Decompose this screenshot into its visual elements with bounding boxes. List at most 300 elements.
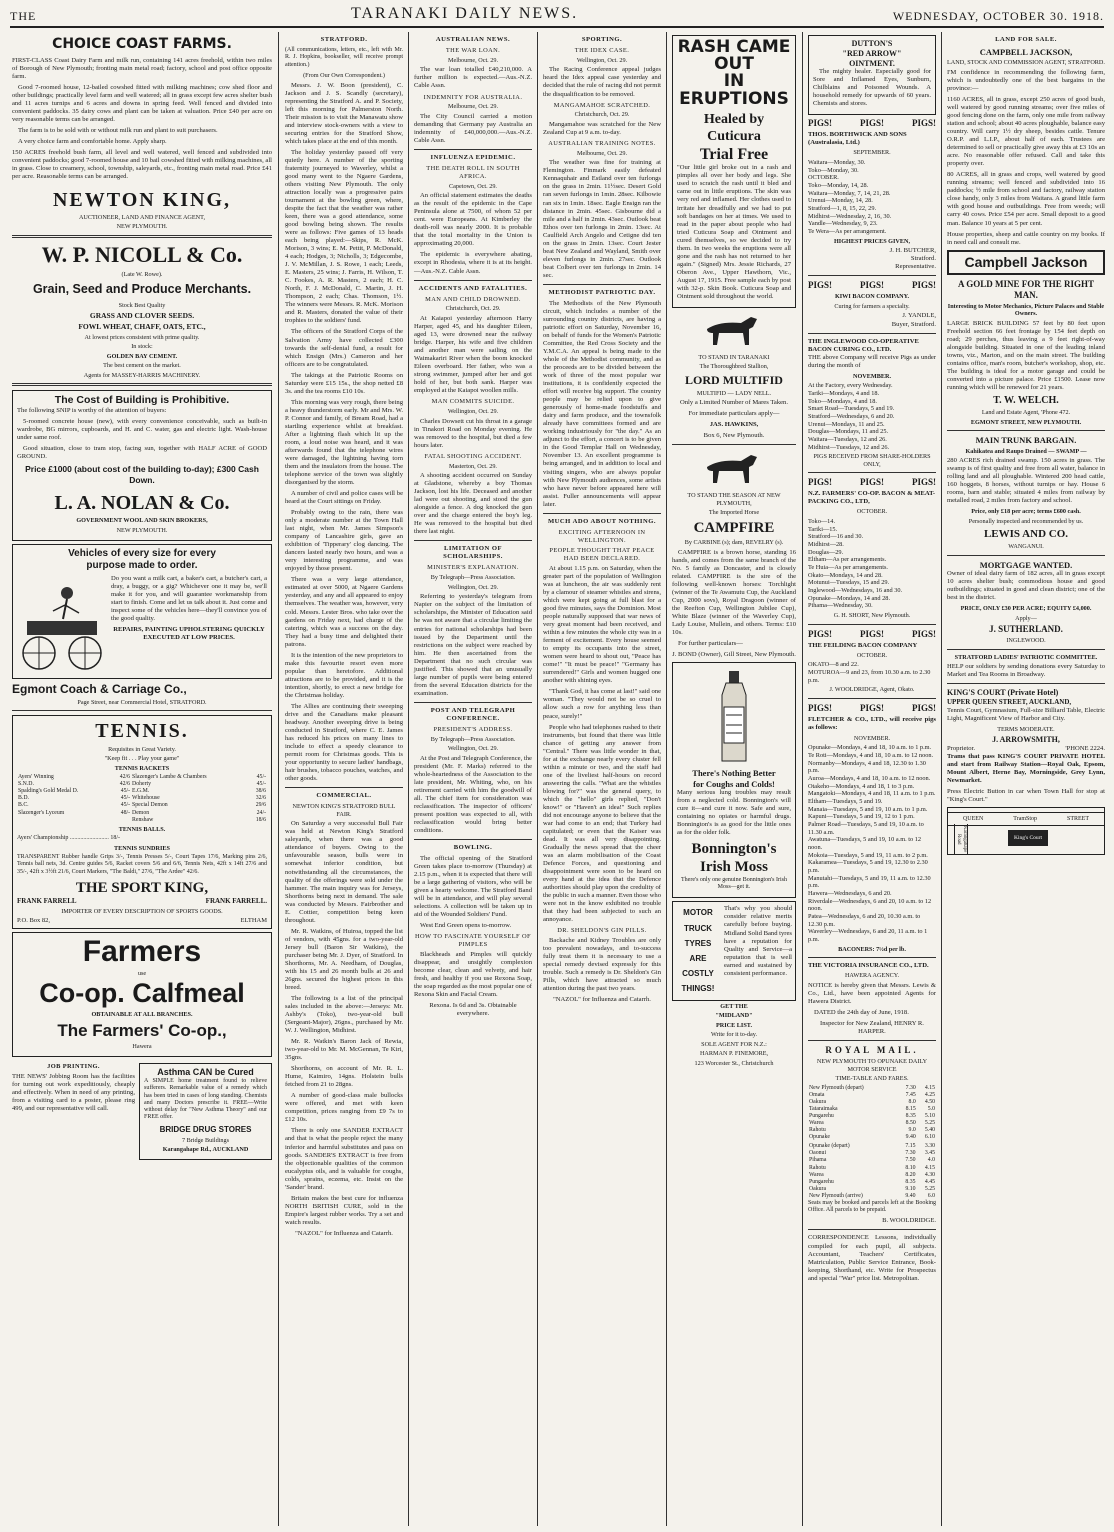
section-head: MUCH ADO ABOUT NOTHING. [547,517,657,525]
schedule-line: OKATO—8 and 22. [808,661,859,669]
tennis-title: TENNIS. [95,720,189,743]
schedule-line: Te Roti—Mondays, 4 and 18, 10 a.m. to 12 noon. [808,752,934,760]
schedule-line: Otakeho—Mondays, 4 and 18, 1 to 3 p.m. [808,782,915,790]
stratford-paragraph: There was a very large attendance, estimated at over 5000, at Ngaere Gardens yesterday, and any and all appeared to enjoy themselves. The weather was, however, very cold. Messrs. Lester Bros. who take over the gardens on Friday next, had charge of the catering, which was a success on the day. They had a busy time and delighted their patrons. [285,576,403,648]
schedule-line: Motunui—Tuesdays, 15 and 29. [808,579,890,587]
stratford-paragraph: This morning was very rough, there being a heavy thunderstorm early. Mr and Mrs. W. P. Connor and family, of Bream Road, had a startling experience whilst at breakfast. After a lightning flash which lit up the room, a loud noise was heard, and it was afterwards found that the telephone wires were damaged, the lightning having torn them and the insulators from the house. The telephone service of the town was slightly disorganised by the storm. [285,398,403,487]
column-land [943,32,1109,1526]
vehicles-text: Do you want a milk cart, a baker's cart, a butcher's cart, a dray, a buggy, or a gig? Whichever one it may be, we'll make it for you, and will guarantee workmanship from start to finish. Come and let us talk about it. Just come and inspect some of the vehicles here—they'll convince you of the good quality. [111,574,267,623]
cj-text: House properties, sheep and cattle country on my books. If in need call and consult me. [947,230,1105,246]
schedule-line: Te Huia—As per arrangements. [808,564,888,572]
article-text: The Methodists of the New Plymouth circuit, which includes a number of the surrounding country districts, are having a patriotic effort on Saturday, November 16, on behalf of funds for the Women's Patriotic Committee, the Red Cross Society and the Y.M.C.A. An appeal is being made to the whole of the Methodist community, and as the proceeds are to be divided between the work of three of the most popular war institutions, it is confidently expected the effort will receive big support. The country people may be relied upon to give generously of home-made foodstuffs and dairy and farm produce, and the townsfolk already have committees formed and are working industriously for "the day." As an adjunct to the effort, a concert is to be given in the Good Templar Hall on Wednesday, November 13. An excellent programme is being arranged, and in addition to local and visiting singers, who are always popular with New Plymouth audiences, some artists who have never before appeared here will assist. Fuller announcements will appear later. [543,299,661,508]
schedule-line: Midhirst—28. [808,541,844,548]
nicoll-line: GRASS AND CLOVER SEEDS. [89,311,195,321]
section-sub: MAN AND CHILD DROWNED. [425,295,521,303]
dutton-line: OINTMENT. [849,58,895,68]
cuticura-headline: Trial Free [699,145,769,163]
commercial-paragraph: Shorthorns, on account of Mr. R. L. Hume, Kaimiro, 14gns. Holstein bulls fetched from 21 to 28gns. [285,1065,403,1089]
cost-text: Good situation, close to tram stop, facing sun, together with HALF ACRE of GOOD GROUND. [17,445,267,461]
timetable-row: Opunake (depart) 7.15 3.30 [809,1143,935,1150]
asthma-store: BRIDGE DRUG STORES [159,1124,252,1134]
stand-head: TO STAND IN TARANAKI [698,353,770,361]
schedule-line: Mokoia—Tuesdays, 5 and 19, 11 a.m. to 2 p.m. [808,851,928,859]
schedule-line: Toko—Monday, 14, 28. [808,182,869,190]
mail-head: ROYAL MAIL. [825,1045,919,1056]
schedule-line: Urenui—Mondays, 11 and 25. [808,420,885,428]
tennis-sub: Requisites in Great Variety. [108,745,176,753]
feilding-month: OCTOBER. [856,651,888,659]
stratford-paragraph: The takings at the Patriotic Rooms on Saturday were £15 15s., the shop netted £8 3s. and the tea rooms £10 10s. [285,371,403,395]
racket-row: B.D. 45/- Whitehouse 32/6 [18,795,266,802]
motor-word: TYRES [684,938,712,948]
kc-prop: Proprietor. [947,744,976,752]
cost-text: The following SNIP is worthy of the attention of buyers: [17,407,167,415]
mtb-foot: Personally inspected and recommended by us. [968,518,1084,526]
schedule-line: Douglas—29. [808,548,844,556]
tennis-keep: "Keep fit . . . Play your game" [104,755,180,763]
section-head: METHODIST PATRIOTIC DAY. [548,288,656,296]
lord-text: For immediate particulars apply— [688,410,780,418]
suth-name: J. SUTHERLAND. [989,624,1063,635]
mtb-sub: Kahikatea and Raupo Drained — SWAMP — [965,447,1087,455]
timetable-row: Warea 8.50 5.25 [809,1120,935,1127]
mail-name: B. WOOLDRIDGE. [882,1217,936,1225]
dutton-text: The mighty healer. Especially good for Sore and Inflamed Eyes, Sunburn, Chilblains and Poisoned Wounds. A household remedy for upwards of 60 years. Chemists and stores. [813,68,931,108]
column-rule [666,32,667,1526]
borthwick-foot: HIGHEST PRICES GIVEN, [833,237,911,245]
cj-name: CAMPBELL JACKSON, [979,47,1073,58]
campfire-text: For further particulars— [678,640,743,648]
nicoll-head: Grain, Seed and Produce Merchants. [32,282,252,297]
kings-court-map [947,807,1105,855]
commercial-paragraph: Mr. R. Watkins, of Huiroa, topped the list of vendors, with 45gns. for a two-year-old Jersey bull (Baron Sir Watkins), the purchaser being Mr. J. Dyer, of Stratford. In Shorthorns, Mr. A. Needham, of Douglas, with his 15 and 26 month bulls at 26 and 26gns. secured the highest prices in this breed. [285,927,403,991]
nazol-line: "NAZOL" for Influenza and Catarrh. [295,1229,393,1237]
kc-name: J. ARROWSMITH, [992,735,1060,745]
section-sub: DR. SHELDON'S GIN PILLS. [557,927,647,935]
motor-word: MOTOR [683,908,713,918]
racket-row: Ayers' Winning 42/6 Slazenger's Lambe & Chambers 45/- [18,774,266,781]
schedule-line: Tariki—Mondays, 4 and 18. [808,389,880,397]
racket-row: S.N.D. 42/6 Doherty 45/- [18,781,266,788]
motor-agent: SOLE AGENT FOR N.Z.: [701,1040,767,1048]
section-head: INDEMNITY FOR AUSTRALIA. [423,93,523,101]
choice-farms-text: Good 7-roomed house, 12-bailed cowshed fitted with milking machines; cow shed floor and other buildings; practically level farm and well watered; all in grass except few acres shelter bush and 11 acres turnips and 6 acres and downs in spring feed. Well fenced and divided into convenient paddocks. 35 dairy cows and plant can be taken at valuation. Price £40 per acre on very reasonable terms can be arranged. [12,84,272,124]
article-text: The epidemic is everywhere abating, except in Rhodesia, where it is at its height.—Aus.-N.Z. Cable Assn. [414,251,532,275]
horse-illustration [699,311,769,351]
article-text: People who had telephones rushed to their instruments, but found that there was little chance of getting any answer from "Central." There was little wonder in that, for at the exchange nearly every cluster fell within a minute or two, and the staff had one of the liveliest half-hours on record answering the calls. "What are the whistles blowing for?" was the general query, to which the "hello" girls replied, "Don't know!" or "Haven't an idea!" Such replies did not encourage anyone to believe that the war had come to an end; that Turkey had capitulated; or even that the Kaiser was dead. It was all very disappointing. Gradually the news spread that the cheer was an alarm mobilisation of the Coast Defence Forces, and questioning and disappointment were soon to be heard on every hand at the idea that the Defence authorities should play upon the credulity of the public in such a manner. Even those who were not in the know exhibited no trouble that they had been subjected to such an annoyance. [543,723,661,924]
australian-head: AUSTRALIAN NEWS. [435,36,511,43]
article-text: The weather was fine for training at Flemington. Finmark easily defeated Kennaquhair and Estland over ten furlongs on the grass in 2min. 11½sec. Desert Gold ran seven furlongs in 1min. 28sec. Kilbowie ran six in 1min. 18sec. Eagle Ensign ran the distance in 2min. 45sec. Gisbourne did a mile and a half in 2min. 43sec. Outlook beat Ethos over ten furlongs in 2min. 13sec. At Caulfield Arch Angelo and Cetigne did ten on the grass in 2min. 13sec. Court Jester beat New Zealand and Wayland, Smith over eleven furlongs in 2min. 27sec. Outlook beat Colbert over ten furlongs in 2min. 14 sec. [543,159,661,279]
dateline: Masterton, Oct. 29. [449,462,497,470]
schedule-line: Midhirst—Wednesday, 2, 16, 30. [808,212,892,220]
commercial-paragraph: Mr. R. Watkin's Baron Jack of Rewia, two-year-old to Mr. M. McGennan, Te Kiri, 35gns. [285,1038,403,1062]
victoria-text: NOTICE is hereby given that Messrs. Lewis & Co., Ltd., have been appointed Agents for Hawera District. [808,981,936,1006]
timetable-row: Oaonui 7.30 3.45 [809,1150,935,1157]
cuticura-headline: IN ERUPTIONS [679,71,789,109]
section-head: INFLUENZA EPIDEMIC. [430,154,516,161]
schedule-line: Yandle—Wednesday, 9, 23. [808,220,878,228]
stratford-paragraph: A number of civil and police cases will be heard at the Court sittings on Friday. [285,490,403,506]
choice-farms-text: 150 ACRES freehold bush farm, all level and well watered, well fenced and subdivided into convenient paddocks; good 7-roomed house and 10 bail cowshed fitted with milking machines, all in grass. Close to creamery, school, township, saleyards, etc., fronting main metal road. Price £41 per acre. Reasonable terms can be arranged. [12,149,272,181]
mtb-head: MAIN TRUNK BARGAIN. [975,435,1077,446]
cuticura-text: "Our little girl broke out in a rash and pimples all over her body and legs. She used to scratch the rash until it bled and came out in little eruptions. The skin was very red and inflamed. Her clothes used to irritate her dreadfully and we had to put soft bandages on her at times. We used to read in the paper about people who had tried Cuticura Soap and Ointment and cured themselves, so we decided to try them. In two weeks the eruptions were all gone and the rash has not returned to her again." (Signed) Mrs. Jessie Richards, 27 Oberon Ave., Upper Hawthorn, Vic., August 17, 1915. Free sample each by post with 32-p. Skin Book. Cuticura Soap and Ointment sold throughout the world. [677,164,791,300]
map-label: QUEEN [962,815,984,822]
dutton-line: "RED ARROW" [842,48,902,58]
farmers-line: OBTAINABLE AT ALL BRANCHES. [91,1011,193,1019]
dateline: Wellington, Oct. 29. [447,745,499,753]
feilding-name: J. WOOLDRIDGE, Agent, Okato. [829,686,915,694]
racket-row: Slazenger's Lyceum 48/- Demon 24/- [18,809,266,816]
asthma-store: Karangahape Rd., AUCKLAND [162,1146,249,1154]
kc-text: Press Electric Button in car when Town Hall for stop at "King's Court." [947,788,1105,804]
schedule-line: Awatuna—Tuesdays, 5 and 19, 10 a.m. to 12 noon. [808,836,922,852]
article-text: The official opening of the Stratford Green takes place to-morrow (Thursday) at 2.15 p.m., when it is expected that there will be a large gathering of visitors, who will be given a hearty welcome. The Stratford Band will be in attendance, and will play several selections. A collection will be taken up in aid of the Wounded Soldiers' Fund. [414,855,532,919]
lord-sub: MULTIFID — LADY NELL. [696,389,772,397]
farmers-line: The Farmers' Co-op., [57,1020,227,1040]
motor-get: GET THE [720,1002,748,1010]
inglewood-month: NOVEMBER. [853,372,891,380]
schedule-line: Waverley—Wednesdays, 6 and 20, 11 a.m. to 1 p.m. [808,928,928,944]
ff-mid: IMPORTER OF EVERY DESCRIPTION OF SPORTS GOODS. [61,907,223,915]
schedule-line: Smart Road—Tuesdays, 5 and 19. [808,405,895,413]
timetable-row: Omata 7.45 4.25 [809,1091,935,1098]
timetable-row: New Plymouth (arrive) 9.40 6.0 [809,1192,935,1199]
section-head: LIMITATION OF SCHOLARSHIPS. [443,545,503,561]
motor-word: ARE [689,953,707,963]
lord-text: JAS. HAWKINS, [709,421,759,429]
mail-tt: TIME-TABLE AND FARES. [835,1075,909,1083]
stand-sub: The Imported Horse [708,509,760,517]
horse-illustration [699,449,769,489]
victoria-date: DATED the 24th day of June, 1918. [814,1009,909,1017]
cuticura-headline: RASH CAME OUT [677,37,791,74]
motor-write: Write for it to-day. [710,1031,758,1039]
column-australian-news [410,32,536,1526]
article-text: "Thank God, it has come at last!" said one woman. "They would not be so cruel to allow such a row for anything less than peace, surely!" [543,688,661,720]
cj-text: I'M confidence in recommending the following farm, which is undoubtedly one of the best bargains in the province:— [947,68,1105,93]
schedule-line: Patea—Wednesdays, 6 and 20, 10.30 a.m. to 12.30 p.m. [808,913,921,928]
nicoll-line: FOWL WHEAT, CHAFF, OATS, ETC., [78,322,206,332]
stratford-paragraph: The officers of the Stratford Corps of the Salvation Army have collected £300 towards the self-denial fund, a result for which Ensign (Mrs.) Cameron and her officers are to be congratulated. [285,328,403,368]
asthma-store: 7 Bridge Buildings [181,1136,230,1144]
masthead-left: THE [10,9,37,24]
article-text: At about 1.15 p.m. on Saturday, when the greater part of the population of Wellington was at luncheon, the air was suddenly rent by a clamour of steamer whistles and sirens, which were kept going at full blast for a good five minutes, says the Dominion. Most people naturally supposed that war news of very great moment had been received, and within a few minutes the whole city was in a ferment of excitement. Every house seemed to empty its occupants into the street, women were heard to shout out, "Peace has come!" "It must be peace!" "Germany has surrendered!" Girls and women hugged one another with shining eyes. [543,564,661,685]
nicoll-line: In stock: [131,343,153,351]
schedule-line: Waitara—Monday, 30. [808,159,866,166]
choice-farms-text: The farm is to be sold with or without milk run and plant to suit purchasers. [18,127,218,135]
correspondence-text: CORRESPONDENCE Lessons, individually compiled for each pupil, all subjects. Accountant, Teachers' Certificates, Matriculation, Public Service Entrance, Book-keeping, Shorthand, etc. Write for Prospectus and special "War" price list. Metropolitan. [808,1234,936,1282]
vehicles-repairs: REPAIRS, PAINTING UPHOLSTERING QUICKLY EXECUTED AT LOW PRICES. [113,626,265,642]
asthma-title: Asthma CAN be Cured [157,1066,254,1077]
motor-word: THINGS! [681,984,715,994]
masthead [10,6,1104,28]
section-sub: HOW TO FASCINATE YOURSELF OF PIMPLES [415,933,531,949]
motor-text: That's why you should consider relative merits carefully before buying. Midland Solid Band tyres have a reputation for Quality and Service—a reputation that is well earned and sustained by consistent performance. [724,905,792,977]
mort-apply: Apply— [1015,614,1037,622]
borthwick-rep: J. H. BUTCHER, Stratford. Representative. [889,247,936,271]
timetable-row: Pihama 7.50 4.0 [809,1157,935,1164]
tennis-balls-head: TENNIS BALLS. [118,825,166,833]
inglewood-text: THE above Company will receive Pigs as under during the month of [808,353,936,369]
schedule-line: Kakaramea—Tuesdays, 5 and 19, 12.30 to 2.30 p.m. [808,859,928,875]
bonningtons-big: Bonnington's [691,841,777,858]
racket-row: B.C. 45/- Special Demon 29/6 [18,802,266,809]
column-rule [408,32,409,1526]
campfire-text: J. BOND (Owner), Gill Street, New Plymouth. [672,651,796,659]
commercial-paragraph: On Saturday a very successful Bull Fair was held at Newton King's Stratford saleyards, when there was a good attendance of buyers. Owing to the unfavourable season, bulls were in somewhat inferior condition, but notwithstanding all the circumstances, the quality of the offerings were sold under the hammer. The main inquiry was for Jerseys, Shorthorns being next in demand. The sale was conducted by Messrs. Fairbrother and E. Cottier, competition being keen throughout. [285,820,403,924]
schedule-line: Stratford—Wednesdays, 6 and 20. [808,412,895,420]
kc-text: Tennis Court, Gymnasium, Full-size Billiard Table, Electric Light, Magnificent View of Harbor and City. [947,706,1105,722]
land-head: LAND FOR SALE. [995,36,1057,43]
cuticura-headline: Healed by Cuticura [703,111,765,144]
nicoll-late: (Late W. Rowe). [121,270,163,278]
welch-name: T. W. WELCH. [993,395,1059,407]
kc-phone: 'PHONE 2224. [1065,744,1105,752]
schedule-line: Stratford—1, 8, 15, 22, 29. [808,205,877,213]
ladies-text: HELP our soldiers by sending donations every Saturday to Market and Tea Rooms in Broadway. [947,663,1105,679]
kc-terms: TERMS MODERATE. [997,725,1055,733]
section-sub: AUSTRALIAN TRAINING NOTES. [548,139,656,147]
kc-sub: UPPER QUEEN STREET, AUCKLAND, [947,698,1072,707]
article-text: Referring to yesterday's telegram from Napier on the subject of the limitation of scholarships, the Minister of Education said he was not aware that a circular limiting the entries for national scholarships had been issued by the Department until the restrictions on the subject were reached by him. He then ascertained from the Department that no such circular was justified. This showed that an unusually large number of pupils were being entered from the several Education districts for the examination. [414,593,532,697]
mort-price: PRICE, ONLY £30 PER ACRE; EQUITY £4,000. [960,605,1092,613]
schedule-line: Opunake—Mondays, 14 and 28. [808,594,891,602]
schedule-line: Douglas—Mondays, 11 and 25. [808,428,889,436]
motor-name: HARMAN P. FINEMORE, [699,1050,769,1058]
mtb-price: Price, only £18 per acre; terms £600 cash. [971,508,1081,516]
commercial-sub: NEWTON KING'S STRATFORD BULL FAIR. [292,803,396,818]
section-sub: THE DEATH ROLL IN SOUTH AFRICA. [426,165,520,180]
victoria-sub: HAWERA AGENCY. [844,972,900,980]
column-adverts-2 [804,32,940,1526]
stratford-note2: (From Our Own Correspondent.) [303,71,385,79]
kiwi-head: KIWI BACON COMPANY. [834,293,910,301]
bonningtons-ad [672,662,796,898]
mail-timetable [808,1085,936,1142]
campfire-text: CAMPFIRE is a brown horse, standing 16 hands, and comes from the same branch of the No. 5 family as Doncaster, and is closely related. CAMPFIRE is the sire of the following well-known horses: Torchlight (winner of the Te Awamutu Cup, the Auckland Cup, 2000 sovs), Royal Dragoon (winner of the Reefton Cup, Wellington Jubilee Cup), White Blaze (winner of the Waverley Cup), Lady Louise, Mullein, and others. Terms: £10 10s. [672,548,796,637]
farmers-ad [12,932,272,1057]
dateline: Melbourne, Oct. 29. [576,149,627,157]
fletcher-head: FLETCHER & CO., LTD., will receive pigs as follows: [808,715,936,731]
gold-head: A GOLD MINE FOR THE RIGHT MAN. [957,278,1095,300]
stand-head: TO STAND THE SEASON AT NEW PLYMOUTH, [687,492,781,507]
cart-illustration [17,575,107,675]
motor-word: COSTLY [682,969,714,979]
motor-list: PRICE LIST. [716,1021,752,1029]
kiwi-rep: J. YANDLE, Buyer, Stratford. [891,312,936,328]
racket-row: Renshaw 18/6 [132,816,266,823]
dutton-line: DUTTON'S [851,39,893,48]
choice-farms-text: FIRST-CLASS Coast Dairy Farm and milk run, containing 141 acres freehold, within two miles of Borough of New Plymouth; fronting main metal road; factory, school and post office opposite farm. [12,57,272,81]
bottle-illustration [712,669,756,765]
schedule-line: Inglewood—Wednesdays, 16 and 30. [808,587,903,595]
cj-sub: LAND, STOCK AND COMMISSION AGENT, STRATFORD. [947,59,1105,67]
schedule-line: Toko—Monday, 30. [808,166,859,174]
commercial-paragraph: A number of good-class male bullocks were offered, and met with keen competition, prices ranging from £9 7s to £12 10s. [285,1092,403,1124]
mort-head: MORTGAGE WANTED. [979,559,1073,570]
fletcher-month: NOVEMBER. [853,734,891,742]
schedule-line: Riverdale—Wednesdays, 6 and 20, 10 a.m. to 12 noon. [808,897,932,913]
timetable-row: Tataraimaka 8.15 5.0 [809,1106,935,1112]
inglewood-head: THE INGLEWOOD CO-OPERATIVE BACON CURING CO., LTD. [808,337,919,353]
column-classifieds [8,32,276,1526]
timetable-row: Pungarehu 8.35 4.45 [809,1178,935,1185]
bonningtons-big: Irish Moss [700,859,768,876]
lord-multifid: LORD MULTIFID [685,373,783,388]
article-text: West End Green opens to-morrow. [420,922,512,930]
byline: By Telegraph—Press Association. [430,735,516,743]
section-sub: PEOPLE THOUGHT THAT PEACE HAD BEEN DECLARED. [549,547,655,563]
section-sub: PRESIDENT'S ADDRESS. [433,725,513,733]
nzf-name: G. H. SHORT, New Plymouth. [833,612,911,620]
article-text: A shooting accident occurred on Sunday at Gladstone, whereby a boy Thomas Jackson, lost his life. Deceased and another lad were out shooting, and stood the gun alongside a fence. A dog knocked the gun over and the charge entered the boy's leg. He was removed to the hospital but died there last night. [414,472,532,536]
nicoll-line: The best cement on the market. [103,362,181,370]
timetable-row: Opunake 9.40 6.10 [809,1134,935,1141]
schedule-line: Tariki—15. [808,525,838,533]
inglewood-foot: PIGS RECEIVED FROM SHARE-HOLDERS ONLY, [813,453,931,468]
stratford-paragraph: Messrs. J. W. Boon (president), C. Jackson and J. S. Scandly (secretary), representing the Stratford A. and P. Society, left this morning for Palmerston North. Their mission is to visit the Manawatu show and interview stock-owners with a view to securing entries for the Stratford Show, which takes place at the end of this month. [285,81,403,145]
ff-box: P.O. Box 82, [17,917,51,925]
bonningtons-line: There's Nothing Better [692,768,776,779]
newton-king-name: NEWTON KING, [52,188,232,211]
masthead-date: WEDNESDAY, OCTOBER 30. 1918. [892,9,1104,24]
dateline: Wellington, Oct. 29. [447,408,499,416]
schedule-line: At the Factory, every Wednesday. [808,382,893,390]
vehicles-ad [12,544,272,679]
nicoll-line: Stock Best Quality [118,301,166,309]
nicoll-line: GOLDEN BAY CEMENT. [106,352,178,360]
map-label: Karangahape Road [955,826,967,853]
stratford-paragraph: Probably owing to the rain, there was only a moderate number at the Town Hall last night, when Mr. James Simpson's company of Lancashire girls, gave an exhibition of 'Tipperary' clog dancing. The dancers lasted nearly two hours, and was a very interesting programme, and was enjoyed by those present. [285,509,403,573]
section-sub: MAN COMMITS SUICIDE. [431,398,515,406]
schedule-line: Toko—Mondays, 4 and 18. [808,397,877,405]
pigs-banner: PIGS! PIGS! PIGS! [808,702,936,713]
nicoll-line: Agents for MASSEY-HARRIS MACHINERY. [83,371,201,379]
column-rule [537,32,538,1526]
tennis-sundries-head: TENNIS SUNDRIES [114,844,170,852]
nolan-sub: GOVERNMENT WOOL AND SKIN BROKERS, [76,517,208,525]
schedule-line: Te Wera—As per arrangement. [808,228,887,236]
cj-text: 1160 ACRES, all in grass, except 250 acres of good bush, well watered by good running streams; over five miles of good fencing done on the farm, only one mile from railway station and school; about 40 acres ploughable, balance easy country. Will carry 1½ dry sheep, besides cattle. Tenure O.R.P. and L.I.P., about half of each. Trustees are determined to sell or practically give away this at £3 10s an acre. No reasonable offer refused. Call and take this property over. [947,96,1105,168]
nzf-month: OCTOBER. [856,508,888,516]
pigs-banner: PIGS! PIGS! PIGS! [808,280,936,291]
schedule-line: Normanby—Mondays, 4 and 18, 12.30 to 1.30 p.m. [808,759,926,775]
cost-text: 5-roomed concrete house (new), with every convenience conceivable, such as built-in wardrobe, BG mirrors, cupboards, and H. and C. water, gas and electric light. Wash-house under same roof. [17,418,267,442]
vehicles-title: purpose made to order. [86,559,198,571]
section-sub: THE IDEX CASE. [574,47,630,55]
nicoll-line: At lowest prices consistent with prime quality. [84,333,200,341]
mail-sub: NEW PLYMOUTH TO OPUNAKE DAILY MOTOR SERVICE [816,1058,928,1073]
article-text: Blackheads and Pimples will quickly disappear, and unsightly complexion become clear, clean and velvety, and hair fresh, and healthy if you use Rexona Soap, the soap regarded as the most popular one of Rexona Skin and Facial Cream. [414,951,532,999]
dateline: Capetown, Oct. 29. [449,182,497,190]
egmont-name: Egmont Coach & Carriage Co., [12,681,187,696]
section-sub: FATAL SHOOTING ACCIDENT. [424,452,522,460]
fletcher-foot: BACONERS: 7½d per lb. [838,945,906,953]
schedule-line: Waitara—Monday, 7, 14, 21, 28. [808,189,891,197]
pigs-banner: PIGS! PIGS! PIGS! [808,118,936,129]
kc-text: Trams that pass KING'S COURT PRIVATE HOTEL and start from Railway Station—Royal Oak, Epsom, Mount Albert, Herne Bay, Morningside, Grey Lynn, Newmarket. [947,753,1105,785]
choice-farms-title: CHOICE COAST FARMS. [52,36,232,52]
victoria-head: THE VICTORIA INSURANCE CO., LTD. [808,962,929,970]
commercial-head: COMMERCIAL. [316,792,372,800]
job-text: THE NEWS' Jobbing Room has the facilities for turning out work expeditiously, cheaply and effectively. When in need of any printing, from a visiting card to a poster, please ring 499, and our representative will call. [12,1072,135,1112]
column-rule [278,32,279,1526]
schedule-line: Urenui—Monday, 14, 28. [808,197,873,205]
column-sporting [539,32,665,1526]
section-sub: EXCITING AFTERNOON IN WELLINGTON. [558,528,646,544]
section-head: POST AND TELEGRAPH CONFERENCE. [430,706,516,722]
egmont-addr: Page Street, near Commercial Hotel, STRATFORD. [77,698,207,706]
article-text: Charles Dowsett cut his throat in a garage in Tinakori Road on Monday evening. He was removed to the hospital, but died a few hours later. [414,417,532,449]
schedule-line: Palmer Road—Tuesdays, 5 and 19, 10 a.m. to 11.30 a.m. [808,821,924,836]
cost-price: Price £1000 (about cost of the building to-day); £300 Cash Down. [25,464,259,485]
schedule-line: MOTUROA—9 and 23, from 10.30 a.m. to 2.30 p.m. [808,668,931,684]
dateline: Melbourne, Oct. 29. [447,103,498,111]
column-rule [941,32,942,1526]
pigs-banner: PIGS! PIGS! PIGS! [808,477,936,488]
bonningtons-text: Many serious lung troubles may result from a neglected cold. Bonnington's will cure it—and cure it now. Safe and sure, containing no opiates or harmful drugs. Bonnington's is as good for the little ones as for the older folk. [677,789,791,837]
racket-row: Spalding's Gold Medal D. 45/- E.G.M. 38/6 [18,788,266,795]
schedule-line: Manutahi—Tuesdays, 5 and 19, 11 a.m. to 12.30 p.m. [808,874,931,890]
lord-text: Box 6, New Plymouth. [703,432,765,440]
gold-sub: Interesting to Motor Mechanics, Picture Palaces and Stable Owners. [947,302,1105,318]
lewis-town: WANGANUI. [1008,542,1044,550]
map-label: TramStop [1013,815,1038,822]
dateline: Christchurch, Oct. 29. [445,305,501,313]
section-head: BOWLING. [453,844,493,852]
article-text: The war loan totalled £40,210,000. A further million is expected.—Aus.-N.Z. Cable Assn. [414,66,532,90]
tennis-balls: Ayers' Championship .......................... 18/- [17,835,121,842]
dateline: Christchurch, Oct. 29. [574,111,630,119]
map-label: STREET [1067,815,1090,822]
schedule-line: Okato—Mondays, 14 and 28. [808,571,883,579]
campfire-sub: By CARBINE (s); dam, REVELRY (s). [684,539,784,547]
byline: By Telegraph—Press Association. [430,574,516,582]
borthwick-head: THOS. BORTHWICK AND SONS (Australasia, Ltd.) [808,131,907,147]
schedule-line: Auroa—Mondays, 4 and 18, 10 a.m. to 12 noon. [808,775,931,783]
dateline: Melbourne, Oct. 29. [447,56,498,64]
ff-right: FRANK FARRELL. [205,897,267,906]
pigs-banner: PIGS! PIGS! PIGS! [808,628,936,639]
schedule-line: Opunake—Mondays, 4 and 18, 10 a.m. to 1 p.m. [808,744,932,752]
schedule-line: Mangatoki—Mondays, 4 and 18, 11 a.m. to 1 p.m. [808,790,936,798]
farmers-use: use [137,969,147,977]
timetable-row: Warea 8.20 4.30 [809,1171,935,1178]
tennis-rackets-table [17,774,267,823]
article-text: Rexona. Is 6d and 3s. Obtainable everywhere. [429,1002,517,1018]
section-head: ACCIDENTS AND FATALITIES. [418,284,528,292]
borthwick-month: SEPTEMBER. [853,149,891,157]
stratford-paragraph: It is the intention of the new proprietors to make this favourite resort even more popular than heretofore. Additional attractions are to be provided, and it is the intention, shortly, to erect a new bridge for the Christmas holiday. [285,651,403,699]
commercial-paragraph: The following is a list of the principal sales included in the above:—Jerseys: Mr. Ashby's (Toko), two-year-old bull (Sergeant-Major), 26gns., purchased by Mr. W. J. Wellington, Midhirst. [285,994,403,1035]
article-text: Backache and Kidney Troubles are only too prevalent nowadays, and to-success fully treat them it is necessary to use a special remedy devised expressly for this trouble. Such a remedy is Dr. Sheldon's Gin Pills, which have attracted so much attention during the past two years. [543,937,661,993]
ff-town: ELTHAM [240,917,267,925]
article-text: The City Council carried a motion demanding that Germany pay Australia an indemnity of £40,000,000.—Aus.-N.Z. Cable Assn. [414,112,532,144]
cj-text: 80 ACRES, all in grass and crops, well watered by good running streams; well fenced and subdivided into 16 paddocks; ½ mile from school and factory, railway station close handy, only 3 miles from Waitara. A grand little farm with good house and outbuildings. Free from weeds; will carry 40 cows. Price £54 per acre. Small deposit to a good man. Balance 10 years at 5 per cent. [947,171,1105,227]
schedule-line: Midhirst—Tuesdays, 12 and 26. [808,443,890,451]
schedule-line: Eltham—Tuesdays, 5 and 19. [808,798,883,806]
job-title: JOB PRINTING. [47,1062,100,1070]
article-text: An official statement estimates the deaths as the result of the epidemic in the Cape Peninsula alone at 7500, of whom 52 per cent. were Europeans. At Kimberley the death-roll was nearly 2000. It is probable that the total mortality in the Union is approximating 20,000. [414,192,532,248]
timetable-row: Oakura 8.0 4.50 [809,1098,935,1105]
schedule-line: Kapuni—Tuesdays, 5 and 19, 12 to 1 p.m. [808,813,915,821]
masthead-title: TARANAKI DAILY NEWS. [351,5,579,23]
schedule-line: Manaia—Tuesdays, 5 and 19, 10 a.m. to 1 p.m. [808,805,928,813]
nzf-head: N.Z. FARMERS' CO-OP. BACON & MEAT-PACKING CO., LTD, [808,490,936,506]
cost-title: The Cost of Building is Prohibitive. [54,394,230,407]
section-sub: MANGAMAHOE SCRATCHED. [553,101,651,109]
stratford-paragraph: The holiday yesterday passed off very quietly here. A number of the sporting fraternity journeyed to Waverley, whilst a good many went to the Ngaere Gardens, others visiting New Plymouth. The only attraction locally was a progressive pairs tournament at the bowling green, where, despite the fact that the weather was rather keen, there was a good attendance, some good bowling being shown. The results were as follows: Five games of 13 heads each being played:—Skips, R. McK. Morison, 3 wins; E. M. Pettit, P. McDonald, 4 each; Hodges, 3; Nicholls, 3; Edgecombe, J. V. McMillan, J. S. Rowe, 1 each; Leeds, E. Masters, 25 wins; J. Farris, H. Wilson, T. C. Fookes, A. R. Masters, 2 each; H. C. North, F. J. McDonald, C. Martin, J. H. Thompson, 2 each; Chas. Thomson, 1½. The winners were Messrs. R. McK. Morison and R. Masters, donated the value of their trophies to the soldiers' fund. [285,148,403,325]
